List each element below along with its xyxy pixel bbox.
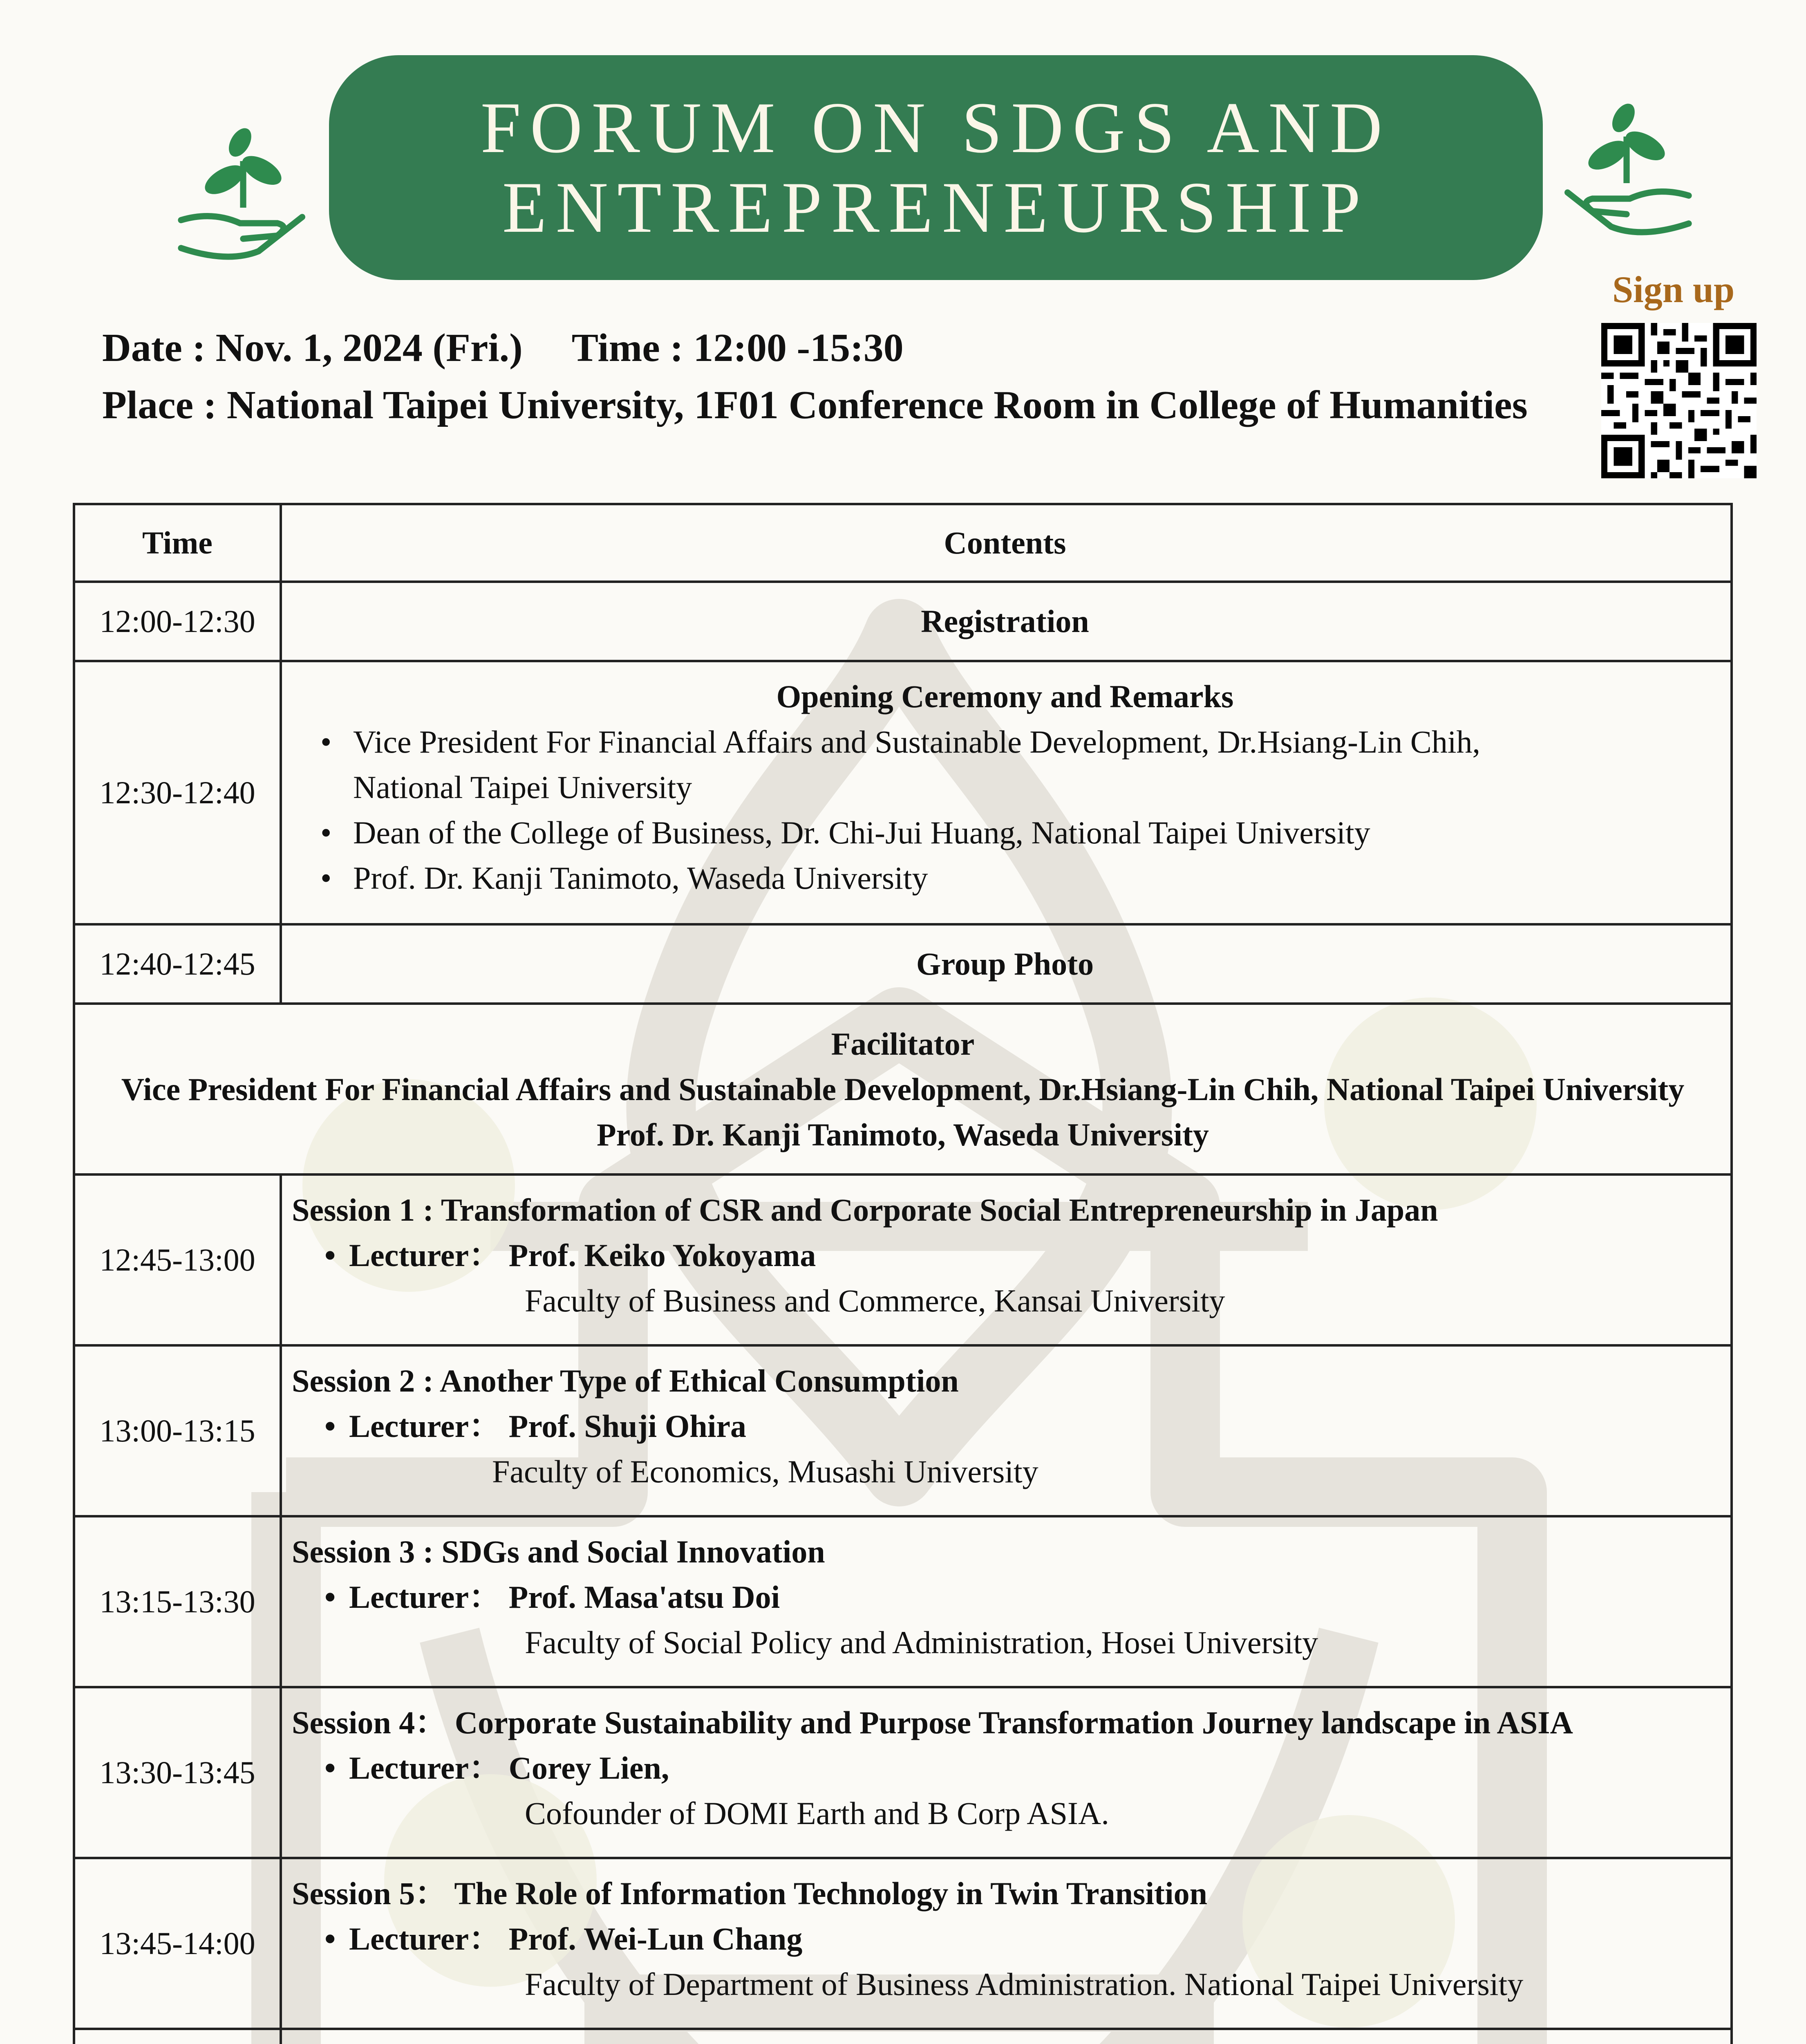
session-row <box>73 1686 1733 1859</box>
session-title: Session 5： The Role of Information Technology in Twin Transition <box>292 1876 1208 1911</box>
signup-qr-code[interactable] <box>1601 323 1757 478</box>
row-time <box>75 2030 282 2044</box>
table-row <box>73 923 1733 1005</box>
list-item-continuation: National Taipei University <box>353 769 692 805</box>
session-affiliation: Faculty of Department of Business Administration. National Taipei University <box>525 1966 1524 2002</box>
row-content <box>280 662 1730 923</box>
session-row <box>73 1857 1733 2030</box>
facilitator-line-1: Vice President For Financial Affairs and Sustainable Development, Dr.Hsiang-Lin Chih, National Taipei University <box>121 1071 1685 1107</box>
session-row <box>73 1515 1733 1688</box>
event-date-time <box>102 325 904 371</box>
session-affiliation: Faculty of Social Policy and Administration, Hosei University <box>525 1625 1318 1660</box>
row-time: 12:40-12:45 <box>75 926 282 1002</box>
table-row <box>73 580 1733 662</box>
row-time: 13:15-13:30 <box>75 1517 282 1686</box>
session-row <box>73 2028 1733 2044</box>
session-title: Session 2 : Another Type of Ethical Consumption <box>292 1363 959 1399</box>
row-content <box>280 2030 1730 2044</box>
title-line-1: FORUM ON SDGS AND <box>480 87 1392 168</box>
event-place: Place : National Taipei University, 1F01 Conference Room in College of Humanities <box>102 383 1528 427</box>
opening-heading: Opening Ceremony and Remarks <box>776 679 1234 714</box>
facilitator-line-2: Prof. Dr. Kanji Tanimoto, Waseda University <box>596 1116 1209 1152</box>
signup-label: Sign up <box>1612 269 1735 310</box>
session-affiliation: Faculty of Business and Commerce, Kansai University <box>525 1283 1225 1318</box>
row-time: 13:00-13:15 <box>75 1347 282 1515</box>
plant-hand-icon <box>1549 90 1704 245</box>
row-time: 12:30-12:40 <box>75 662 282 923</box>
row-time: 12:00-12:30 <box>75 583 282 660</box>
session-title: Session 3 : SDGs and Social Innovation <box>292 1534 825 1569</box>
title-line-2: ENTREPRENEURSHIP <box>502 167 1370 248</box>
title-banner <box>329 55 1543 280</box>
header-time: Time <box>75 505 282 580</box>
session-lecturer: • Lecturer： Prof. Masa'atsu Doi <box>324 1579 780 1615</box>
row-time: 12:45-13:00 <box>75 1176 282 1344</box>
facilitator-heading: Facilitator <box>831 1026 975 1062</box>
table-row-opening <box>73 660 1733 926</box>
session-lecturer: • Lecturer： Prof. Keiko Yokoyama <box>324 1237 816 1273</box>
row-content <box>280 1688 1730 1857</box>
row-content: Registration <box>921 603 1089 639</box>
row-content <box>280 1859 1730 2028</box>
session-title <box>292 2042 1573 2044</box>
row-time: 13:45-14:00 <box>75 1859 282 2028</box>
session-lecturer: • Lecturer： Prof. Shuji Ohira <box>324 1408 747 1444</box>
session-row <box>73 1173 1733 1347</box>
row-content: Group Photo <box>916 946 1094 982</box>
session-affiliation: Faculty of Economics, Musashi University <box>492 1454 1038 1489</box>
row-time: 13:30-13:45 <box>75 1688 282 1857</box>
session-title: Session 1 : Transformation of CSR and Corporate Social Entrepreneurship in Japan <box>292 1192 1438 1228</box>
session-title: Session 4： Corporate Sustainability and Purpose Transformation Journey landscape in ASIA <box>292 1705 1573 1740</box>
session-affiliation: Cofounder of DOMI Earth and B Corp ASIA. <box>525 1795 1109 1831</box>
event-time: Time : 12:00 -15:30 <box>571 326 904 370</box>
facilitator-row <box>73 1002 1733 1176</box>
event-date: Date : Nov. 1, 2024 (Fri.) <box>102 326 523 370</box>
row-content <box>280 1176 1730 1344</box>
session-lecturer: • Lecturer： Prof. Wei-Lun Chang <box>324 1921 803 1957</box>
list-item: • Prof. Dr. Kanji Tanimoto, Waseda University <box>320 860 928 896</box>
session-lecturer: • Lecturer： Corey Lien, <box>324 1750 669 1786</box>
header-contents: Contents <box>944 525 1066 560</box>
row-content <box>280 1347 1730 1515</box>
table-header-row <box>73 503 1733 583</box>
list-item: • Vice President For Financial Affairs and Sustainable Development, Dr.Hsiang-Lin Chih, <box>320 724 1481 760</box>
row-content <box>280 1517 1730 1686</box>
plant-hand-icon <box>166 114 321 270</box>
list-item: • Dean of the College of Business, Dr. Chi-Jui Huang, National Taipei University <box>320 815 1370 850</box>
session-row <box>73 1344 1733 1517</box>
